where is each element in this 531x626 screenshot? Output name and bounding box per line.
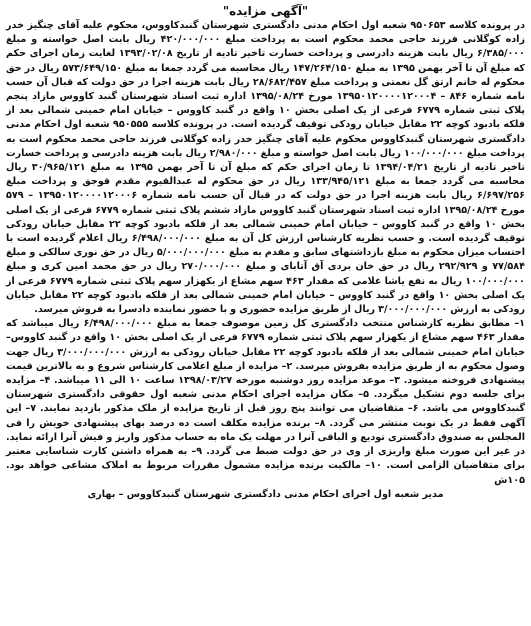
notice-paragraph-intro: در پرونده کلاسه ۹۵۰۶۵۳ شعبه اول احکام مدنی دادگستری شهرستان گنبدکاووس، محکوم علیه آقای چنگیز خدر زاده کوگلانی فرزند حاجی محمد محکوم است به پرداخت مبلغ ۴۲۰/۰۰۰/۰۰۰ ریال بابت اصل خواسته و مبلغ ۶/۳۸۵/۰۰۰ ریال بابت هزینه دادرسی و پرداخت خسارت تاخیر تادیه از تاریخ ۱۳۹۳/۰۲/۰۸ لغایت زمان اجرای حکم که مبلغ آن تا آخر بهمن ۱۳۹۵ به مبلغ ۱۴۷/۲۶۴/۱۵۰ ریال محاسبه می گردد جمعا به مبلغ ۵۷۳/۶۴۹/۱۵۰ ریال در حق محکوم له خانم ارتق گل نعمتی و پرداخت مبلغ ۲۸/۶۸۲/۴۵۷ ریال بابت هزینه اجرا در حق دولت که قبال آن حسب نامه شماره ۸۴۶ – ۱۳۹۵۰۱۲۰۰۰۰۱۲۰۰۰۴ مورخ ۱۳۹۵/۰۸/۲۴ اداره ثبت اسناد شهرستان گنبد کاووس مازاد پنجم پلاک ثبتی شماره ۶۷۷۹ فرعی از یک اصلی بخش ۱۰ واقع در گنبد کاووس – خیابان امام خمینی شمالی بعد از فلکه بادبود کوچه ۲۲ مقابل خیابان رودکی توقیف گردیده است. در پرونده کلاسه ۹۵۰۵۵۵ شعبه اول احکام مدنی دادگستری شهرستان گنبدکاووس محکوم علیه آقای چنگیز خدر زاده کوگلانی فرزند حاجی محمد محکوم است به پرداخت مبلغ ۱۰۰/۰۰۰/۰۰۰ ریال بابت اصل خواسته و مبلغ ۲/۹۸۰/۰۰۰ ریال بابت هزینه دادرسی و پرداخت خسارت تاخیر تادیه از تاریخ ۱۳۹۴/۰۴/۲۱ تا زمان اجرای حکم که مبلغ آن تا آخر بهمن ۱۳۹۵ به مبلغ ۳۰/۹۶۵/۱۲۱ ریال محاسبه می گردد جمعا به مبلغ ۱۳۳/۹۴۵/۱۲۱ ریال در حق محکوم له عبدالقیوم مقدم قوجق و پرداخت مبلغ ۶/۶۹۷/۲۵۶ ریال بابت هزینه اجرا در حق دولت که در قبال آن حسب نامه شماره ۱۳۹۵۰۱۲۰۰۰۰۱۲۰۰۰۶ – ۵۷۹ مورخ ۱۳۹۵/۰۸/۲۴ اداره ثبت اسناد شهرستان گنبد کاووس مازاد ششم پلاک ثبتی شماره ۶۷۷۹ فرعی از یک اصلی بخش ۱۰ واقع در گنبد کاووس – خیابان امام خمینی شمالی بعد از فلکه بادبود کوچه ۲۲ مقابل خیابان رودکی توقیف گردیده است. و حسب نظریه کارشناس ارزش کل آن به مبلغ ۶/۴۹۸/۰۰۰/۰۰۰ ریال اعلام گردیده است با احتساب میزان محکوم به مبلغ بازداشتهای سابق و مقدم به مبلغ ۵/۰۰۰/۰۰۰/۰۰۰ ریال در حق نوری سالکی و مبلغ ۷۷/۵۸۴ و ۲۹۲/۹۲۹ ریال در حق خان بردی آق آتابای و مبلغ ۲۷۰/۰۰۰/۰۰۰ ریال در حق محمد امین کری و مبلغ ۱۰۰/۰۰۰/۰۰۰ ریال به نفع یاشا غلامی که مقدار ۴۶۳ سهم مشاع از یکهزار سهم پلاک ثبتی شماره ۶۷۷۹ فرعی از یک اصلی بخش ۱۰ واقع در گنبد کاووس – خیابان امام خمینی شمالی بعد از فلکه بادبود کوچه ۲۲ مقابل خیابان رودکی به ارزش ۳/۰۰۰/۰۰۰/۰۰۰ ریال از طریق مزایده حضوری و با حضور نماینده دادسرا به فروش میرسد. [6,20,526,316]
notice-paragraph-terms: ۱– مطابق نظریه کارشناس منتخب دادگستری کل زمین موصوف جمعا به مبلغ ۶/۴۹۸/۰۰۰/۰۰۰ ریال میباشد که مقدار ۴۶۳ سهم مشاع از یکهزار سهم پلاک ثبتی شماره ۶۷۷۹ فرعی از یک اصلی بخش ۱۰ واقع در گنبد کاووس– خیابان امام خمینی شمالی بعد از فلکه بادبود کوچه ۲۲ مقابل خیابان رودکی به ارزش ۳/۰۰۰/۰۰۰/۰۰۰ ریال جهت وصول محکوم به از طریق مزایده بفروش میرسد. ۲– مزایده از مبلغ اعلامی کارشناس شروع و به بالاترین قیمت پیشنهادی فروخته میشود. ۳– موعد مزایده روز دوشنبه مورخه ۱۳۹۸/۰۳/۲۷ ساعت ۱۰ الی ۱۱ میباشد. ۴– مزایده برای جلسه دوم تشکیل میگردد. ۵– مکان مزایده اجرای احکام مدنی شعبه اول حقوقی دادگستری شهرستان گنبدکاووس می باشد. ۶– متقاضیان می توانند پنج روز قبل از تاریخ مزایده از ملک مذکور بازدید نمایند. ۷– این آگهی فقط در یک نوبت منتشر می گردد. ۸– برنده مزایده مکلف است ده درصد بهای پیشنهادی خویش را فی المجلس به صندوق دادگستری تودیع و الباقی آنرا در مهلت یک ماه به حساب مذکور واریز و فیش آنرا ارائه نماید. در غیر این صورت مبلغ واریزی از وی در حق دولت ضبط می گردد. ۹– به همراه داشتن کارت شناسایی معتبر برای متقاضیان الزامی است. ۱۰– مالکیت برنده مزایده مشمول مقررات مربوط به املاک مشاعی خواهد بود. ۱۰۵ش [6,318,526,486]
notice-body [6,19,525,488]
notice-signature: مدیر شعبه اول اجرای احکام مدنی دادگستری شهرستان گنبدکاووس – بهاری [87,488,444,500]
notice-title: "آگهی مزایده" [222,4,309,18]
